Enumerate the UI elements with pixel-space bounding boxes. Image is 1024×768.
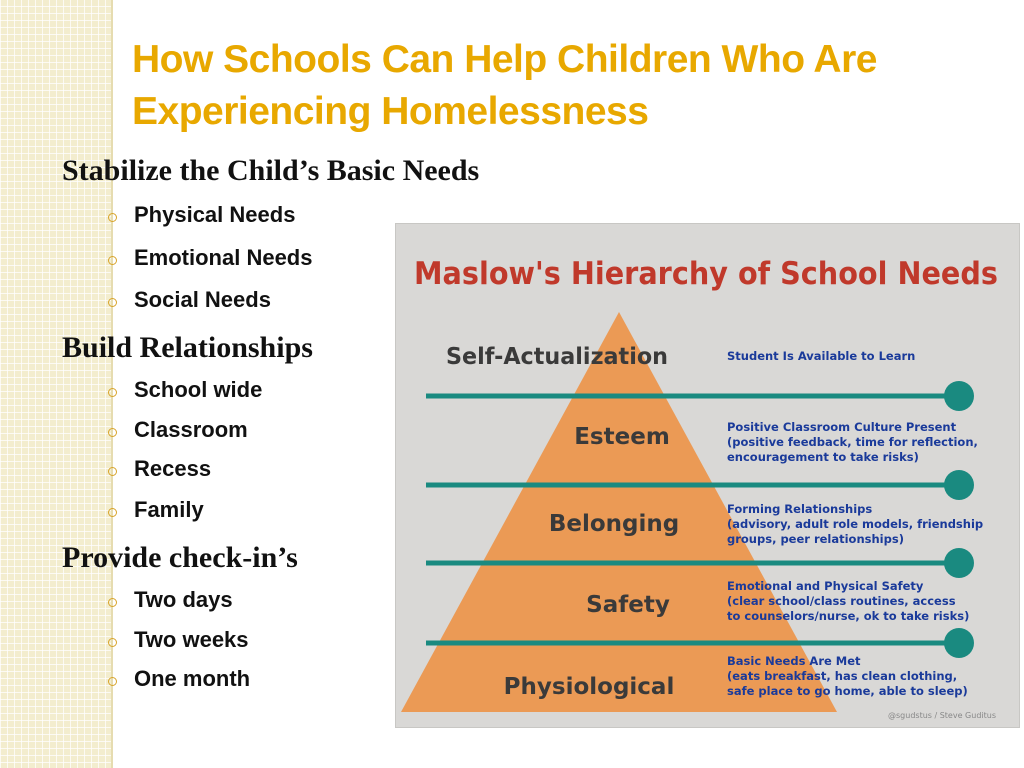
level-label-self-actualization: Self-Actualization bbox=[446, 344, 668, 370]
outline-item-one-month: One month bbox=[134, 666, 251, 691]
level-divider-dot bbox=[944, 548, 974, 578]
note-physiological-line-1: Basic Needs Are Met bbox=[727, 654, 861, 668]
bullet-icon bbox=[108, 598, 117, 607]
note-esteem-line-2: (positive feedback, time for reflection, bbox=[727, 435, 978, 449]
note-safety-line-1: Emotional and Physical Safety bbox=[727, 579, 924, 593]
note-belonging-line-3: groups, peer relationships) bbox=[727, 532, 904, 546]
outline-item-emotional-needs: Emotional Needs bbox=[134, 245, 313, 270]
level-label-physiological: Physiological bbox=[503, 674, 675, 700]
diagram-credit: @sgudstus / Steve Guditus bbox=[888, 711, 996, 720]
diagram-title: Maslow's Hierarchy of School Needs bbox=[414, 256, 998, 292]
note-safety-line-2: (clear school/class routines, access bbox=[727, 594, 956, 608]
note-belonging-line-1: Forming Relationships bbox=[727, 502, 873, 516]
slide-title: How Schools Can Help Children Who Are Experiencing Homelessness bbox=[132, 38, 877, 133]
bullet-icon bbox=[108, 467, 117, 476]
maslow-diagram bbox=[395, 223, 1020, 728]
note-self-actualization: Student Is Available to Learn bbox=[727, 349, 916, 363]
outline-heading-build-relationships: Build Relationships bbox=[62, 331, 313, 364]
outline-item-physical-needs: Physical Needs bbox=[134, 202, 296, 227]
level-label-safety: Safety bbox=[586, 592, 670, 618]
outline-item-social-needs: Social Needs bbox=[134, 287, 271, 312]
outline-item-two-weeks: Two weeks bbox=[134, 627, 249, 652]
level-label-esteem: Esteem bbox=[574, 424, 670, 450]
note-physiological-line-3: safe place to go home, able to sleep) bbox=[727, 684, 968, 698]
note-safety-line-3: to counselors/nurse, ok to take risks) bbox=[727, 609, 970, 623]
bullet-icon bbox=[108, 428, 117, 437]
bullet-icon bbox=[108, 298, 117, 307]
decorative-side-strip bbox=[0, 0, 113, 768]
outline-heading-check-ins: Provide check-in’s bbox=[62, 541, 298, 574]
outline-item-recess: Recess bbox=[134, 456, 212, 481]
level-divider-dot bbox=[944, 628, 974, 658]
level-divider-dot bbox=[944, 470, 974, 500]
outline-item-two-days: Two days bbox=[134, 587, 233, 612]
outline-item-classroom: Classroom bbox=[134, 417, 248, 442]
bullet-icon bbox=[108, 638, 117, 647]
note-esteem-line-3: encouragement to take risks) bbox=[727, 450, 919, 464]
outline-item-school-wide: School wide bbox=[134, 377, 263, 402]
note-physiological-line-2: (eats breakfast, has clean clothing, bbox=[727, 669, 958, 683]
bullet-icon bbox=[108, 677, 117, 686]
level-label-belonging: Belonging bbox=[548, 511, 680, 537]
bullet-icon bbox=[108, 508, 117, 517]
bullet-icon bbox=[108, 256, 117, 265]
bullet-icon bbox=[108, 213, 117, 222]
outline-heading-basic-needs: Stabilize the Child’s Basic Needs bbox=[62, 154, 480, 187]
bullet-icon bbox=[108, 388, 117, 397]
note-esteem-line-1: Positive Classroom Culture Present bbox=[727, 420, 957, 434]
outline-item-family: Family bbox=[134, 497, 204, 522]
level-divider-dot bbox=[944, 381, 974, 411]
note-belonging-line-2: (advisory, adult role models, friendship bbox=[727, 517, 984, 531]
